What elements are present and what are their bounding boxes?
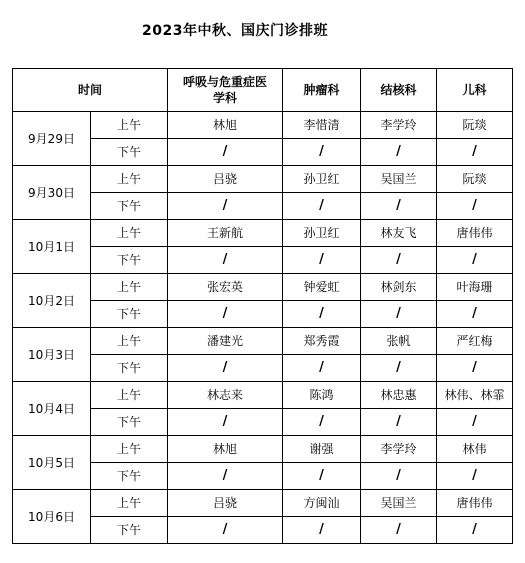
doctor-cell: 吕骁 <box>168 166 283 193</box>
table-row <box>13 274 513 301</box>
no-clinic-cell: / <box>283 355 361 382</box>
table-row <box>13 166 513 193</box>
slot-label-pm: 下午 <box>91 301 168 328</box>
no-clinic-cell: / <box>437 301 513 328</box>
doctor-cell: 唐伟伟 <box>437 490 513 517</box>
slot-label-pm: 下午 <box>91 355 168 382</box>
doctor-cell: 李学玲 <box>361 436 437 463</box>
no-clinic-cell: / <box>168 247 283 274</box>
date-cell: 9月30日 <box>13 166 91 220</box>
no-clinic-cell: / <box>437 139 513 166</box>
slot-label-am: 上午 <box>91 112 168 139</box>
no-clinic-cell: / <box>361 301 437 328</box>
no-clinic-cell: / <box>437 409 513 436</box>
doctor-cell: 郑秀霞 <box>283 328 361 355</box>
date-cell: 10月2日 <box>13 274 91 328</box>
no-clinic-cell: / <box>283 463 361 490</box>
header-department: 肿瘤科 <box>283 69 361 112</box>
date-cell: 10月3日 <box>13 328 91 382</box>
doctor-cell: 孙卫红 <box>283 166 361 193</box>
slot-label-am: 上午 <box>91 490 168 517</box>
no-clinic-cell: / <box>437 517 513 544</box>
no-clinic-cell: / <box>437 355 513 382</box>
header-time: 时间 <box>13 69 168 112</box>
slot-label-am: 上午 <box>91 166 168 193</box>
doctor-cell: 林志来 <box>168 382 283 409</box>
date-cell: 9月29日 <box>13 112 91 166</box>
doctor-cell: 钟爱虹 <box>283 274 361 301</box>
date-cell: 10月1日 <box>13 220 91 274</box>
table-row <box>13 490 513 517</box>
slot-label-am: 上午 <box>91 328 168 355</box>
doctor-cell: 孙卫红 <box>283 220 361 247</box>
table-row <box>13 328 513 355</box>
table-row <box>13 220 513 247</box>
slot-label-am: 上午 <box>91 220 168 247</box>
no-clinic-cell: / <box>168 139 283 166</box>
header-department: 儿科 <box>437 69 513 112</box>
doctor-cell: 王新航 <box>168 220 283 247</box>
header-department: 结核科 <box>361 69 437 112</box>
table-header-row <box>13 69 513 112</box>
no-clinic-cell: / <box>283 139 361 166</box>
doctor-cell: 林友飞 <box>361 220 437 247</box>
no-clinic-cell: / <box>361 355 437 382</box>
no-clinic-cell: / <box>361 409 437 436</box>
doctor-cell: 张帆 <box>361 328 437 355</box>
no-clinic-cell: / <box>283 193 361 220</box>
doctor-cell: 方闽汕 <box>283 490 361 517</box>
no-clinic-cell: / <box>168 517 283 544</box>
doctor-cell: 林伟 <box>437 436 513 463</box>
table-row <box>13 436 513 463</box>
doctor-cell: 林忠惠 <box>361 382 437 409</box>
slot-label-am: 上午 <box>91 274 168 301</box>
slot-label-pm: 下午 <box>91 247 168 274</box>
slot-label-pm: 下午 <box>91 139 168 166</box>
no-clinic-cell: / <box>168 301 283 328</box>
no-clinic-cell: / <box>361 247 437 274</box>
doctor-cell: 李学玲 <box>361 112 437 139</box>
doctor-cell: 林伟、林霏 <box>437 382 513 409</box>
header-department-label: 呼吸与危重症医学科 <box>183 75 268 105</box>
doctor-cell: 谢强 <box>283 436 361 463</box>
doctor-cell: 吴国兰 <box>361 490 437 517</box>
doctor-cell: 张宏英 <box>168 274 283 301</box>
doctor-cell: 叶海珊 <box>437 274 513 301</box>
no-clinic-cell: / <box>168 409 283 436</box>
slot-label-am: 上午 <box>91 436 168 463</box>
slot-label-pm: 下午 <box>91 193 168 220</box>
no-clinic-cell: / <box>283 247 361 274</box>
no-clinic-cell: / <box>361 193 437 220</box>
no-clinic-cell: / <box>361 139 437 166</box>
date-cell: 10月4日 <box>13 382 91 436</box>
slot-label-pm: 下午 <box>91 409 168 436</box>
table-row <box>13 382 513 409</box>
schedule-body <box>13 112 513 544</box>
doctor-cell: 阮琰 <box>437 166 513 193</box>
doctor-cell: 林剑东 <box>361 274 437 301</box>
no-clinic-cell: / <box>283 301 361 328</box>
no-clinic-cell: / <box>361 517 437 544</box>
no-clinic-cell: / <box>168 355 283 382</box>
doctor-cell: 林旭 <box>168 436 283 463</box>
no-clinic-cell: / <box>283 409 361 436</box>
no-clinic-cell: / <box>437 247 513 274</box>
doctor-cell: 陈鸿 <box>283 382 361 409</box>
doctor-cell: 林旭 <box>168 112 283 139</box>
doctor-cell: 严红梅 <box>437 328 513 355</box>
schedule-table <box>12 68 513 544</box>
page-title: 2023年中秋、国庆门诊排班 <box>142 23 328 39</box>
no-clinic-cell: / <box>168 463 283 490</box>
date-cell: 10月6日 <box>13 490 91 544</box>
doctor-cell: 唐伟伟 <box>437 220 513 247</box>
doctor-cell: 潘建光 <box>168 328 283 355</box>
doctor-cell: 李惜清 <box>283 112 361 139</box>
header-department <box>168 69 283 112</box>
doctor-cell: 阮琰 <box>437 112 513 139</box>
no-clinic-cell: / <box>283 517 361 544</box>
doctor-cell: 吴国兰 <box>361 166 437 193</box>
no-clinic-cell: / <box>361 463 437 490</box>
no-clinic-cell: / <box>437 193 513 220</box>
date-cell: 10月5日 <box>13 436 91 490</box>
no-clinic-cell: / <box>437 463 513 490</box>
table-row <box>13 112 513 139</box>
slot-label-pm: 下午 <box>91 517 168 544</box>
no-clinic-cell: / <box>168 193 283 220</box>
slot-label-am: 上午 <box>91 382 168 409</box>
slot-label-pm: 下午 <box>91 463 168 490</box>
doctor-cell: 吕骁 <box>168 490 283 517</box>
